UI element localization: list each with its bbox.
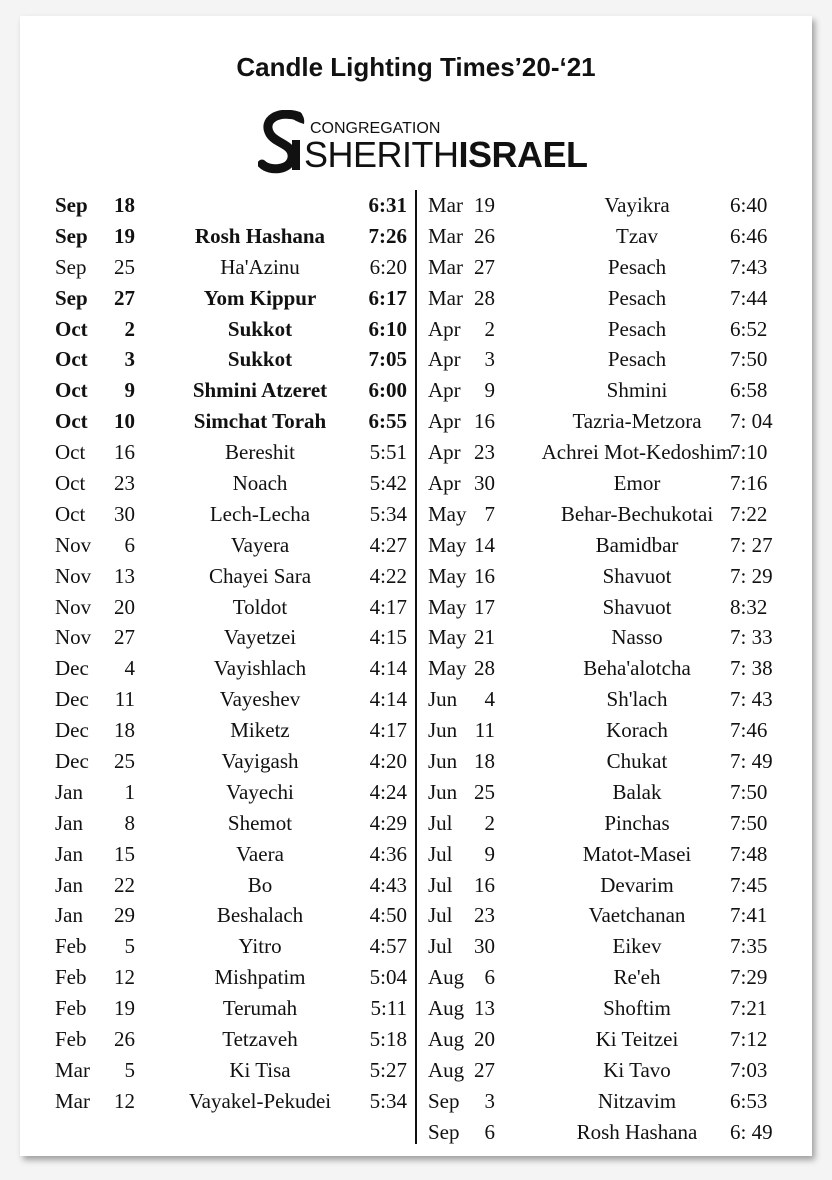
time-cell: 7:50 xyxy=(730,779,768,804)
parasha-cell: Pesach xyxy=(607,316,667,341)
day-cell: 27 xyxy=(474,1057,495,1082)
time-cell: 7:12 xyxy=(730,1027,768,1052)
time-cell: 7:03 xyxy=(730,1057,768,1082)
parasha-cell: Yom Kippur xyxy=(203,285,317,310)
day-cell: 20 xyxy=(114,594,135,619)
month-cell: Apr xyxy=(428,347,461,372)
parasha-cell: Beha'alotcha xyxy=(583,656,691,681)
time-cell: 7:10 xyxy=(730,440,768,465)
time-cell: 7:26 xyxy=(368,223,407,248)
parasha-cell: Vayetzei xyxy=(223,625,297,650)
month-cell: May xyxy=(428,563,467,588)
month-cell: Nov xyxy=(55,563,92,588)
month-cell: Jun xyxy=(428,749,458,774)
month-cell: Oct xyxy=(55,316,88,341)
day-cell: 13 xyxy=(114,563,135,588)
month-cell: Jul xyxy=(428,841,453,866)
time-cell: 7: 33 xyxy=(730,625,773,650)
page-title: Candle Lighting Times’20-‘21 xyxy=(236,52,596,82)
month-cell: Mar xyxy=(55,1057,90,1082)
parasha-cell: Vayishlach xyxy=(213,656,307,681)
parasha-cell: Pesach xyxy=(607,285,667,310)
month-cell: Jun xyxy=(428,687,458,712)
day-cell: 8 xyxy=(124,810,135,835)
parasha-cell: Yitro xyxy=(238,934,282,959)
parasha-cell: Tetzaveh xyxy=(222,1027,298,1052)
month-cell: Feb xyxy=(55,965,87,990)
day-cell: 11 xyxy=(474,718,495,743)
logo-word-bold: ISRAEL xyxy=(458,134,588,175)
time-cell: 7: 29 xyxy=(730,563,773,588)
day-cell: 2 xyxy=(484,316,495,341)
parasha-cell: Bo xyxy=(247,872,273,897)
parasha-cell: Bamidbar xyxy=(595,532,679,557)
time-cell: 4:57 xyxy=(369,934,407,959)
time-cell: 5:34 xyxy=(369,1088,407,1113)
month-cell: Jan xyxy=(55,903,83,928)
parasha-cell: Devarim xyxy=(600,872,674,897)
month-cell: Jul xyxy=(428,872,453,897)
month-cell: Aug xyxy=(428,965,465,990)
parasha-cell: Rosh Hashana xyxy=(194,223,326,248)
day-cell: 13 xyxy=(474,996,495,1021)
day-cell: 19 xyxy=(114,223,135,248)
day-cell: 20 xyxy=(474,1027,495,1052)
day-cell: 7 xyxy=(484,501,495,526)
parasha-cell: Toldot xyxy=(232,594,288,619)
parasha-cell: Rosh Hashana xyxy=(576,1119,698,1144)
day-cell: 2 xyxy=(484,810,495,835)
month-cell: Mar xyxy=(428,223,463,248)
parasha-cell: Terumah xyxy=(222,996,298,1021)
parasha-cell: Shoftim xyxy=(603,996,671,1021)
parasha-cell: Ha'Azinu xyxy=(220,254,300,279)
parasha-cell: Eikev xyxy=(612,934,662,959)
day-cell: 18 xyxy=(474,749,495,774)
month-cell: Jan xyxy=(55,810,83,835)
day-cell: 14 xyxy=(474,532,495,557)
day-cell: 6 xyxy=(484,1119,495,1144)
time-cell: 5:11 xyxy=(370,996,407,1021)
day-cell: 27 xyxy=(474,254,495,279)
time-cell: 7: 38 xyxy=(730,656,773,681)
time-cell: 6:58 xyxy=(730,378,768,403)
parasha-cell: Vayechi xyxy=(226,779,294,804)
parasha-cell: Ki Tavo xyxy=(603,1057,671,1082)
month-cell: Nov xyxy=(55,625,92,650)
parasha-cell: Korach xyxy=(606,718,668,743)
day-cell: 23 xyxy=(114,471,135,496)
month-cell: Oct xyxy=(55,440,86,465)
time-cell: 4:43 xyxy=(369,872,407,897)
time-cell: 4:17 xyxy=(369,718,407,743)
time-cell: 7:50 xyxy=(730,347,768,372)
day-cell: 25 xyxy=(114,254,135,279)
day-cell: 30 xyxy=(114,501,135,526)
month-cell: Dec xyxy=(55,687,89,712)
time-cell: 6:46 xyxy=(730,223,768,248)
month-cell: Nov xyxy=(55,532,92,557)
time-cell: 5:51 xyxy=(369,440,407,465)
day-cell: 11 xyxy=(114,687,135,712)
month-cell: Nov xyxy=(55,594,92,619)
time-cell: 6:40 xyxy=(730,193,768,217)
time-cell: 7:41 xyxy=(730,903,768,928)
time-cell: 7: 04 xyxy=(730,409,773,434)
time-cell: 8:32 xyxy=(730,594,768,619)
parasha-cell: Behar-Bechukotai xyxy=(560,501,714,526)
month-cell: Apr xyxy=(428,316,461,341)
time-cell: 6:10 xyxy=(368,316,407,341)
parasha-cell: Vayikra xyxy=(604,193,670,217)
time-cell: 6:53 xyxy=(730,1088,768,1113)
time-cell: 7:35 xyxy=(730,934,768,959)
parasha-cell: Miketz xyxy=(230,718,290,743)
month-cell: Mar xyxy=(428,285,463,310)
day-cell: 3 xyxy=(484,1088,495,1113)
time-cell: 4:36 xyxy=(369,841,407,866)
day-cell: 19 xyxy=(474,193,495,217)
day-cell: 25 xyxy=(474,779,495,804)
time-cell: 4:14 xyxy=(369,687,407,712)
month-cell: Aug xyxy=(428,1027,465,1052)
day-cell: 17 xyxy=(474,594,495,619)
time-cell: 6:00 xyxy=(368,378,407,403)
time-cell: 7:48 xyxy=(730,841,768,866)
day-cell: 9 xyxy=(124,378,135,403)
day-cell: 30 xyxy=(474,934,495,959)
day-cell: 6 xyxy=(124,532,135,557)
time-cell: 7:45 xyxy=(730,872,768,897)
time-cell: 4:22 xyxy=(369,563,407,588)
day-cell: 21 xyxy=(474,625,495,650)
month-cell: Mar xyxy=(428,254,463,279)
day-cell: 19 xyxy=(114,996,135,1021)
month-cell: May xyxy=(428,532,467,557)
day-cell: 23 xyxy=(474,440,495,465)
parasha-cell: Re'eh xyxy=(613,965,661,990)
day-cell: 15 xyxy=(114,841,135,866)
parasha-cell: Chayei Sara xyxy=(208,563,312,588)
day-cell: 12 xyxy=(114,1088,135,1113)
month-cell: Oct xyxy=(55,347,88,372)
month-cell: Mar xyxy=(428,193,463,217)
parasha-cell: Shmini xyxy=(606,378,668,403)
column-divider xyxy=(415,190,417,1144)
month-cell: Dec xyxy=(55,718,89,743)
month-cell: Jan xyxy=(55,872,83,897)
time-cell: 4:29 xyxy=(369,810,407,835)
day-cell: 5 xyxy=(124,934,135,959)
month-cell: Aug xyxy=(428,996,465,1021)
day-cell: 28 xyxy=(474,656,495,681)
day-cell: 25 xyxy=(114,749,135,774)
month-cell: Oct xyxy=(55,471,86,496)
day-cell: 2 xyxy=(124,316,135,341)
month-cell: Feb xyxy=(55,1027,87,1052)
month-cell: Jun xyxy=(428,779,458,804)
time-cell: 7:21 xyxy=(730,996,768,1021)
time-cell: 6:31 xyxy=(368,193,407,217)
month-cell: Apr xyxy=(428,409,461,434)
parasha-cell: Simchat Torah xyxy=(193,409,327,434)
parasha-cell: Vaetchanan xyxy=(588,903,686,928)
month-cell: Mar xyxy=(55,1088,90,1113)
parasha-cell: Shemot xyxy=(227,810,293,835)
time-cell: 7:29 xyxy=(730,965,768,990)
time-cell: 5:27 xyxy=(369,1057,407,1082)
time-cell: 7:50 xyxy=(730,810,768,835)
time-cell: 4:15 xyxy=(369,625,407,650)
time-cell: 7: 27 xyxy=(730,532,773,557)
day-cell: 26 xyxy=(114,1027,135,1052)
time-cell: 4:17 xyxy=(369,594,407,619)
day-cell: 30 xyxy=(474,471,495,496)
day-cell: 22 xyxy=(114,872,135,897)
parasha-cell: Shavuot xyxy=(602,594,672,619)
month-cell: Jul xyxy=(428,934,453,959)
logo-mark-icon xyxy=(258,110,308,176)
time-cell: 4:50 xyxy=(369,903,407,928)
day-cell: 28 xyxy=(474,285,495,310)
time-cell: 7:43 xyxy=(730,254,768,279)
month-cell: Sep xyxy=(428,1088,460,1113)
candle-lighting-card xyxy=(20,16,812,1156)
day-cell: 27 xyxy=(114,625,135,650)
parasha-cell: Achrei Mot-Kedoshim xyxy=(541,440,733,465)
time-cell: 4:27 xyxy=(369,532,407,557)
day-cell: 16 xyxy=(474,872,495,897)
parasha-cell: Vayakel-Pekudei xyxy=(188,1088,332,1113)
day-cell: 16 xyxy=(474,409,495,434)
parasha-cell: Lech-Lecha xyxy=(209,501,311,526)
month-cell: Jan xyxy=(55,841,83,866)
parasha-cell: Beshalach xyxy=(216,903,304,928)
day-cell: 1 xyxy=(124,779,135,804)
congregation-logo xyxy=(258,110,588,176)
parasha-cell: Pesach xyxy=(607,347,667,372)
month-cell: May xyxy=(428,501,467,526)
parasha-cell: Sh'lach xyxy=(606,687,668,712)
time-cell: 6:20 xyxy=(369,254,407,279)
time-cell: 4:14 xyxy=(369,656,407,681)
parasha-cell: Noach xyxy=(232,471,288,496)
time-cell: 7:16 xyxy=(730,471,768,496)
parasha-cell: Tzav xyxy=(616,223,658,248)
time-cell: 7:22 xyxy=(730,501,768,526)
time-cell: 6:52 xyxy=(730,316,768,341)
day-cell: 5 xyxy=(124,1057,135,1082)
parasha-cell: Emor xyxy=(613,471,661,496)
time-cell: 7: 43 xyxy=(730,687,773,712)
month-cell: Apr xyxy=(428,440,461,465)
day-cell: 3 xyxy=(484,347,495,372)
time-cell: 7:44 xyxy=(730,285,768,310)
month-cell: Aug xyxy=(428,1057,465,1082)
parasha-cell: Pesach xyxy=(607,254,667,279)
parasha-cell: Mishpatim xyxy=(214,965,306,990)
day-cell: 9 xyxy=(484,841,495,866)
month-cell: May xyxy=(428,656,467,681)
day-cell: 16 xyxy=(474,563,495,588)
month-cell: Sep xyxy=(55,285,88,310)
month-cell: Sep xyxy=(55,223,88,248)
month-cell: Sep xyxy=(428,1119,460,1144)
parasha-cell: Sukkot xyxy=(227,316,293,341)
time-cell: 5:18 xyxy=(369,1027,407,1052)
month-cell: Apr xyxy=(428,378,461,403)
day-cell: 18 xyxy=(114,718,135,743)
logo-word-light: SHERITH xyxy=(304,134,459,175)
month-cell: Feb xyxy=(55,996,87,1021)
parasha-cell: Ki Tisa xyxy=(229,1057,291,1082)
month-cell: Dec xyxy=(55,656,89,681)
time-cell: 5:34 xyxy=(369,501,407,526)
month-cell: Jul xyxy=(428,810,453,835)
parasha-cell: Matot-Masei xyxy=(582,841,692,866)
month-cell: Sep xyxy=(55,193,88,217)
day-cell: 12 xyxy=(114,965,135,990)
month-cell: Oct xyxy=(55,409,88,434)
parasha-cell: Ki Teitzei xyxy=(595,1027,679,1052)
month-cell: Apr xyxy=(428,471,461,496)
month-cell: Oct xyxy=(55,501,86,526)
parasha-cell: Vayigash xyxy=(221,749,299,774)
time-cell: 4:20 xyxy=(369,749,407,774)
day-cell: 29 xyxy=(114,903,135,928)
month-cell: Dec xyxy=(55,749,89,774)
day-cell: 3 xyxy=(124,347,135,372)
parasha-cell: Chukat xyxy=(606,749,668,774)
parasha-cell: Vaera xyxy=(236,841,284,866)
time-cell: 7:46 xyxy=(730,718,768,743)
day-cell: 16 xyxy=(114,440,135,465)
month-cell: Oct xyxy=(55,378,88,403)
parasha-cell: Shavuot xyxy=(602,563,672,588)
day-cell: 4 xyxy=(124,656,135,681)
day-cell: 27 xyxy=(114,285,135,310)
time-cell: 7: 49 xyxy=(730,749,773,774)
month-cell: Sep xyxy=(55,254,87,279)
parasha-cell: Nitzavim xyxy=(597,1088,677,1113)
month-cell: Jun xyxy=(428,718,458,743)
time-cell: 6:55 xyxy=(368,409,407,434)
parasha-cell: Nasso xyxy=(611,625,663,650)
day-cell: 9 xyxy=(484,378,495,403)
parasha-cell: Vayera xyxy=(230,532,290,557)
month-cell: Jul xyxy=(428,903,453,928)
month-cell: Feb xyxy=(55,934,87,959)
month-cell: May xyxy=(428,594,467,619)
day-cell: 23 xyxy=(474,903,495,928)
month-cell: May xyxy=(428,625,467,650)
time-cell: 5:04 xyxy=(369,965,407,990)
month-cell: Jan xyxy=(55,779,83,804)
day-cell: 10 xyxy=(114,409,135,434)
time-cell: 4:24 xyxy=(369,779,407,804)
time-cell: 5:42 xyxy=(369,471,407,496)
time-cell: 7:05 xyxy=(368,347,407,372)
parasha-cell: Vayeshev xyxy=(219,687,301,712)
parasha-cell: Sukkot xyxy=(227,347,293,372)
day-cell: 18 xyxy=(114,193,135,217)
day-cell: 4 xyxy=(484,687,495,712)
parasha-cell: Pinchas xyxy=(604,810,670,835)
parasha-cell: Shmini Atzeret xyxy=(192,378,328,403)
parasha-cell: Balak xyxy=(612,779,662,804)
logo-top-text: CONGREGATION xyxy=(310,120,441,137)
time-cell: 6:17 xyxy=(368,285,407,310)
logo-bottom-text xyxy=(304,134,588,176)
parasha-cell: Tazria-Metzora xyxy=(572,409,702,434)
time-cell: 6: 49 xyxy=(730,1119,773,1144)
day-cell: 6 xyxy=(484,965,495,990)
parasha-cell: Bereshit xyxy=(225,440,295,465)
day-cell: 26 xyxy=(474,223,495,248)
